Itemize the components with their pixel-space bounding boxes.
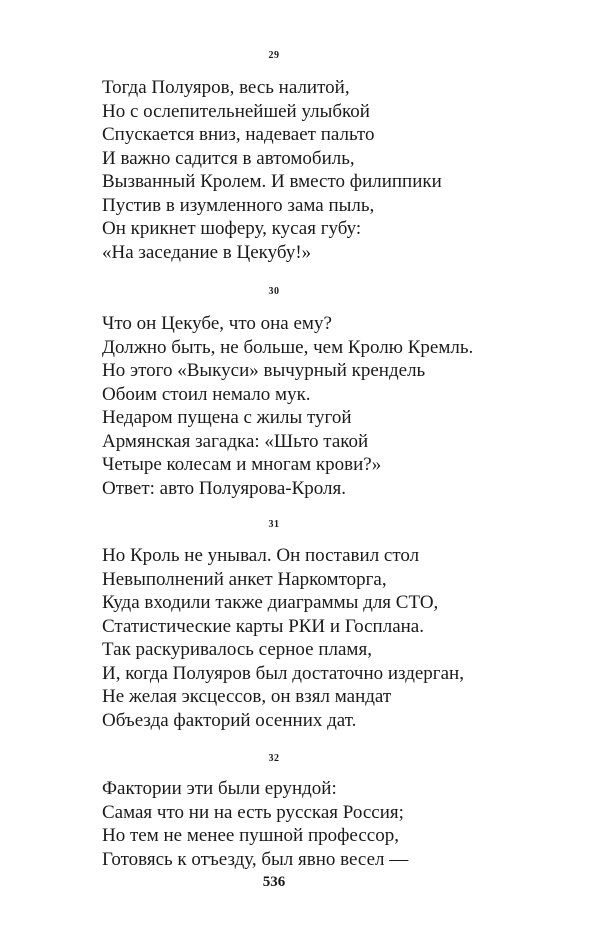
stanza-number: 32 [268, 753, 280, 764]
verse-line: Но этого «Выкуси» вычурный крендель [102, 360, 426, 381]
verse-line: Невыполнений анкет Наркомторга, [102, 568, 387, 590]
verse-line: Объезда факторий осенних дат. [102, 709, 357, 731]
verse-line: И важно садится в автомобиль, [102, 147, 355, 169]
stanza [102, 312, 473, 500]
stanza [102, 544, 464, 732]
verse-line: Фактории эти были ерундой: [102, 778, 337, 799]
stanza-number: 31 [268, 519, 280, 530]
verse-line: Самая что ни на есть русская Россия; [102, 801, 404, 823]
verse-line: Ответ: авто Полуярова-Кроля. [102, 477, 346, 499]
verse-line: Но Кроль не унывал. Он поставил стол [102, 545, 420, 566]
verse-line: Четыре колесам и многам крови?» [102, 454, 382, 475]
verse-line: Но с ослепительнейшей улыбкой [102, 100, 370, 122]
stanza-number: 29 [268, 50, 280, 61]
verse-line: Но тем не менее пушной профессор, [102, 825, 399, 846]
verse-line: Тогда Полуяров, весь налитой, [102, 77, 350, 98]
verse-line: Армянская загадка: «Шьто такой [102, 430, 369, 452]
stanza [102, 777, 408, 871]
verse-line: Должно быть, не больше, чем Кролю Кремль. [102, 336, 474, 358]
verse-line: Пустив в изумленного зама пыль, [102, 194, 375, 216]
verse-line: Спускается вниз, надевает пальто [102, 124, 375, 145]
verse-line: Вызванный Кролем. И вместо филиппики [102, 171, 442, 192]
verse-line: Куда входили также диаграммы для СТО, [102, 592, 439, 613]
page-number: 536 [262, 874, 286, 890]
verse-line: И, когда Полуяров был достаточно издерган, [102, 662, 464, 684]
verse-line: Что он Цекубе, что она ему? [102, 313, 332, 334]
verse-line: Не желая эксцессов, он взял мандат [102, 686, 392, 707]
stanza-number: 30 [268, 286, 280, 297]
verse-line: Недаром пущена с жилы тугой [102, 407, 352, 428]
verse-line: Статистические карты РКИ и Госплана. [102, 615, 424, 637]
verse-line: Он крикнет шоферу, кусая губу: [102, 218, 362, 239]
verse-line: Готовясь к отъезду, был явно весел — [102, 848, 409, 870]
verse-line: «На заседание в Цекубу!» [102, 241, 312, 263]
verse-line: Так раскуривалось серное пламя, [102, 639, 372, 660]
stanza [102, 76, 442, 264]
verse-line: Обоим стоил немало мук. [102, 383, 311, 405]
